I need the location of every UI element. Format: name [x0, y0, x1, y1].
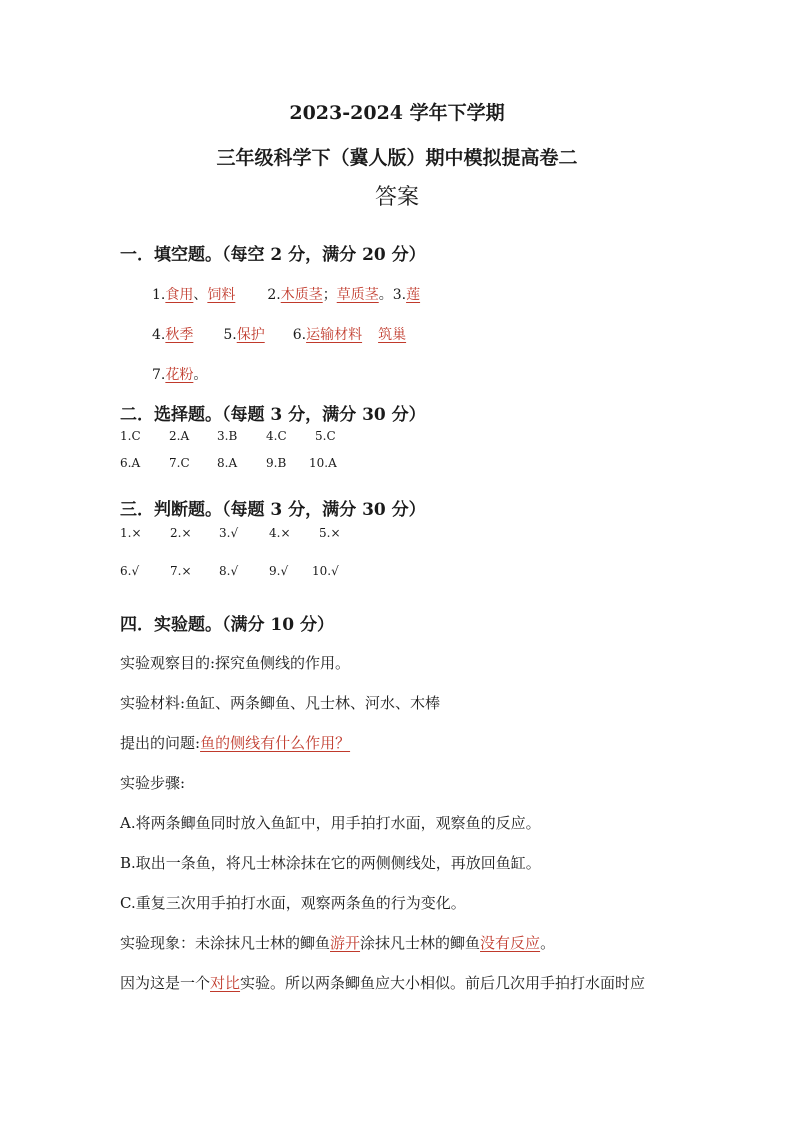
experiment-question: [120, 732, 350, 753]
experiment-step-a: A.将两条鲫鱼同时放入鱼缸中，用手拍打水面，观察鱼的反应。: [120, 814, 541, 832]
judge-answer: 1.×: [120, 526, 142, 540]
choice-answer: 4.C: [266, 429, 287, 443]
judge-row-2: [120, 564, 339, 578]
phenomenon-answer-1: 游开: [330, 934, 361, 952]
choice-answer: 1.C: [120, 429, 141, 443]
question-label: 提出的问题:: [120, 734, 201, 752]
choice-answer: 6.A: [120, 456, 141, 470]
q5-number: 5.: [223, 327, 237, 343]
section1-heading: 一．填空题。（每空 2 分，满分 20 分）: [120, 245, 426, 265]
q2-answer-1: 木质茎: [280, 287, 323, 303]
q3-answer: 莲: [406, 287, 421, 303]
q1-number: 1.: [152, 287, 166, 303]
phenomenon-answer-2: 没有反应: [480, 934, 541, 952]
choice-answer: 7.C: [169, 456, 190, 470]
q2-sep: ；: [322, 287, 337, 303]
judge-answer: 9.√: [269, 564, 289, 578]
experiment-steps-label: 实验步骤:: [120, 774, 186, 792]
choice-answer: 2.A: [169, 429, 190, 443]
q6-answer-1: 运输材料: [306, 327, 363, 343]
q1-answer-1: 食用: [165, 287, 194, 303]
fill-row-2: [152, 324, 406, 344]
experiment-materials: 实验材料:鱼缸、两条鲫鱼、凡士林、河水、木棒: [120, 694, 441, 712]
q7-number: 7.: [152, 367, 166, 383]
phenomenon-text-1: 实验现象：未涂抹凡士林的鲫鱼: [120, 934, 331, 952]
reason-text-2: 实验。所以两条鲫鱼应大小相似。前后几次用手拍打水面时应: [240, 974, 646, 992]
judge-answer: 7.×: [170, 564, 192, 578]
judge-answer: 8.√: [219, 564, 239, 578]
q3-number: 。3.: [378, 287, 407, 303]
choice-answer: 5.C: [315, 429, 336, 443]
reason-text-1: 因为这是一个: [120, 974, 211, 992]
q4-answer: 秋季: [165, 327, 194, 343]
section2-heading: 二．选择题。（每题 3 分，满分 30 分）: [120, 405, 426, 425]
experiment-purpose: 实验观察目的:探究鱼侧线的作用。: [120, 654, 351, 672]
judge-answer: 6.√: [120, 564, 140, 578]
q2-answer-2: 草质茎: [336, 287, 379, 303]
section4-heading: 四．实验题。（满分 10 分）: [120, 615, 334, 635]
judge-answer: 4.×: [269, 526, 291, 540]
judge-row-1: [120, 526, 341, 540]
fill-row-1: [152, 284, 420, 304]
phenomenon-text-2: 涂抹凡士林的鲫鱼: [360, 934, 481, 952]
q4-number: 4.: [152, 327, 166, 343]
q1-sep: 、: [193, 287, 208, 303]
title-year: 2023-2024 学年下学期: [289, 102, 505, 124]
q7-answer: 花粉: [165, 367, 194, 383]
experiment-step-c: C.重复三次用手拍打水面，观察两条鱼的行为变化。: [120, 894, 466, 912]
q5-answer: 保护: [236, 327, 265, 343]
choice-row-2: [120, 456, 337, 470]
fill-row-3: [152, 364, 207, 384]
choice-row-1: [120, 429, 336, 443]
q7-end: 。: [193, 367, 208, 383]
q6-answer-2: 筑巢: [378, 327, 407, 343]
experiment-phenomenon: [120, 932, 555, 953]
choice-answer: 8.A: [217, 456, 238, 470]
question-answer: 鱼的侧线有什么作用？: [200, 734, 351, 752]
reason-answer: 对比: [210, 974, 241, 992]
q2-number: 2.: [267, 287, 281, 303]
judge-answer: 5.×: [319, 526, 341, 540]
judge-answer: 10.√: [312, 564, 339, 578]
judge-answer: 3.√: [219, 526, 239, 540]
choice-answer: 3.B: [217, 429, 238, 443]
q6-number: 6.: [292, 327, 307, 343]
q1-answer-2: 饲料: [207, 287, 236, 303]
choice-answer: 10.A: [309, 456, 337, 470]
title-exam: 三年级科学下（冀人版）期中模拟提高卷二: [216, 147, 578, 169]
title-answer: 答案: [374, 185, 419, 210]
experiment-step-b: B.取出一条鱼，将凡士林涂抹在它的两侧侧线处，再放回鱼缸。: [120, 854, 541, 872]
judge-answer: 2.×: [170, 526, 192, 540]
choice-answer: 9.B: [266, 456, 287, 470]
section3-heading: 三．判断题。（每题 3 分，满分 30 分）: [120, 500, 426, 520]
experiment-reason: [120, 972, 645, 993]
phenomenon-text-3: 。: [540, 934, 556, 952]
